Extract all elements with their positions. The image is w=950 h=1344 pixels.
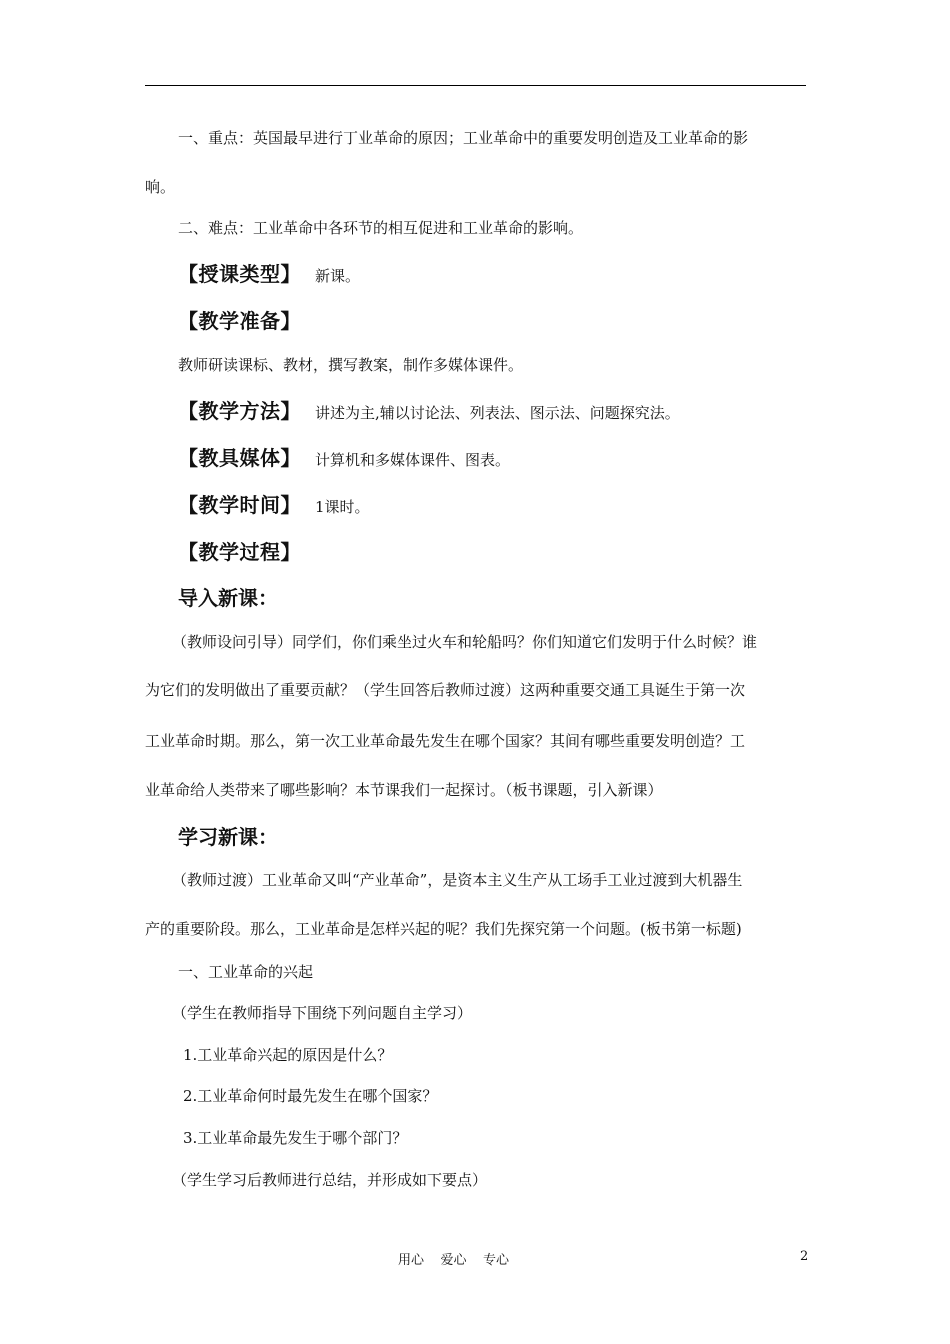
time-value: 1课时。 [315, 498, 370, 516]
study-line: （教师过渡）工业革命又叫“产业革命”，是资本主义生产从工场手工业过渡到大机器生 [172, 871, 743, 889]
preparation-label: 【教学准备】 [178, 309, 301, 333]
question-item: 2.工业革命何时最先发生在哪个国家？ [183, 1087, 438, 1105]
intro-line: 为它们的发明做出了重要贡献？（学生回答后教师过渡）这两种重要交通工具诞生于第一次 [145, 681, 746, 699]
preparation-row [178, 305, 301, 334]
page-number: 2 [800, 1249, 809, 1264]
intro-line: 工业革命时期。那么，第一次工业革命最先发生在哪个国家？其间有哪些重要发明创造？工 [145, 732, 746, 750]
intro-line: 业革命给人类带来了哪些影响？本节课我们一起探讨。（板书课题，引入新课） [145, 781, 663, 799]
media-label: 【教具媒体】 [178, 446, 301, 470]
summary-note: （学生学习后教师进行总结，并形成如下要点） [172, 1171, 488, 1189]
preparation-text: 教师研读课标、教材，撰写教案，制作多媒体课件。 [178, 356, 524, 374]
process-label: 【教学过程】 [178, 540, 301, 564]
media-row [178, 442, 510, 471]
method-label: 【教学方法】 [178, 399, 301, 423]
intro-heading: 导入新课： [178, 586, 278, 610]
lesson-type-value: 新课。 [315, 267, 361, 285]
study-instruction: （学生在教师指导下围绕下列问题自主学习） [172, 1004, 473, 1022]
intro-line: （教师设问引导）同学们，你们乘坐过火车和轮船吗？你们知道它们发明于什么时候？谁 [172, 633, 758, 651]
media-value: 计算机和多媒体课件、图表。 [315, 451, 511, 469]
process-row [178, 536, 301, 565]
lesson-type-row [178, 258, 360, 287]
lesson-type-label: 【授课类型】 [178, 262, 301, 286]
header-rule [145, 85, 806, 86]
time-label: 【教学时间】 [178, 493, 301, 517]
question-item: 1.工业革命兴起的原因是什么？ [183, 1046, 393, 1064]
difficulty-text: 二、难点：工业革命中各环节的相互促进和工业革命的影响。 [178, 219, 584, 237]
focus-text-continued: 响。 [145, 178, 176, 196]
study-line: 产的重要阶段。那么，工业革命是怎样兴起的呢？我们先探究第一个问题。(板书第一标题) [145, 920, 742, 938]
study-heading: 学习新课： [178, 825, 278, 849]
section-subtitle: 一、工业革命的兴起 [178, 963, 314, 981]
footer-motto: 用心 爱心 专心 [398, 1253, 510, 1268]
method-value: 讲述为主,辅以讨论法、列表法、图示法、问题探究法。 [315, 404, 680, 422]
focus-text: 一、重点：英国最早进行丁业革命的原因；工业革命中的重要发明创造及工业革命的影 [178, 129, 749, 147]
time-row [178, 489, 370, 518]
question-item: 3.工业革命最先发生于哪个部门？ [183, 1129, 408, 1147]
method-row [178, 395, 680, 424]
